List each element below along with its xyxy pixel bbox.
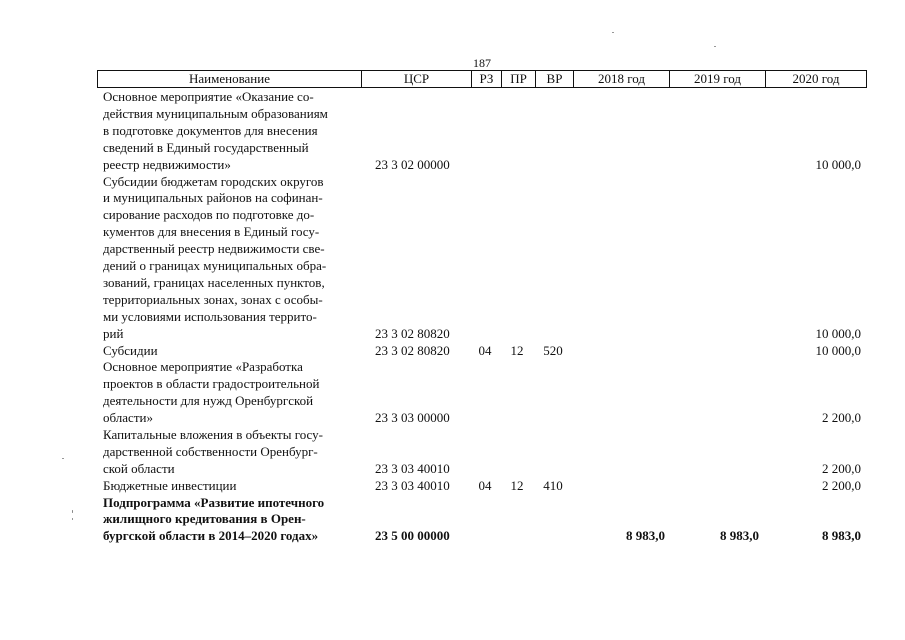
row-name-line: территориальных зонах, зонах с особы- bbox=[103, 291, 323, 307]
row-name-line: действия муниципальным образованиям bbox=[103, 105, 328, 121]
row-name-line: Основное мероприятие «Оказание со- bbox=[103, 89, 314, 104]
row-name-line: Субсидии bbox=[103, 342, 158, 358]
row-csr: 23 5 00 00000 bbox=[375, 528, 450, 544]
row-2020: 2 200,0 bbox=[822, 477, 861, 493]
row-name-line: реестр недвижимости» bbox=[103, 156, 231, 172]
row-csr: 23 3 03 00000 bbox=[375, 410, 450, 426]
page-number: 187 bbox=[473, 56, 491, 70]
row-pr: 12 bbox=[510, 342, 524, 358]
header-rz: РЗ bbox=[471, 70, 501, 88]
row-name-line: зований, границах населенных пунктов, bbox=[103, 274, 325, 290]
row-name-line: Субсидии бюджетам городских округов bbox=[103, 173, 324, 189]
row-2020: 8 983,0 bbox=[822, 528, 861, 544]
row-name-line: сирование расходов по подготовке до- bbox=[103, 207, 315, 223]
row-rz: 04 bbox=[478, 342, 492, 358]
row-name-line: рий bbox=[103, 325, 124, 341]
row-csr: 23 3 02 80820 bbox=[375, 325, 450, 341]
row-name-line: Основное мероприятие «Разработка bbox=[103, 359, 303, 375]
row-name-line: Капитальные вложения в объекты госу- bbox=[103, 426, 323, 442]
row-name bbox=[103, 478, 361, 495]
scan-speck bbox=[714, 46, 716, 47]
table-body bbox=[0, 89, 905, 545]
row-name-line: в подготовке документов для внесения bbox=[103, 122, 318, 138]
header-2020: 2020 год bbox=[765, 70, 867, 88]
row-name-line: бургской области в 2014–2020 годах» bbox=[103, 528, 319, 544]
table-row bbox=[0, 343, 905, 360]
row-csr: 23 3 03 40010 bbox=[375, 477, 450, 493]
table-row bbox=[0, 174, 905, 343]
row-name-line: кументов для внесения в Единый госу- bbox=[103, 224, 320, 240]
row-name-line: проектов в области градостроительной bbox=[103, 376, 320, 392]
row-vr: 410 bbox=[543, 477, 563, 493]
row-name-line: ми условиями использования террито- bbox=[103, 308, 317, 324]
row-name bbox=[103, 495, 361, 546]
row-name bbox=[103, 359, 361, 427]
row-name bbox=[103, 427, 361, 478]
header-name: Наименование bbox=[97, 70, 361, 88]
row-pr: 12 bbox=[510, 477, 524, 493]
row-csr: 23 3 02 00000 bbox=[375, 156, 450, 172]
row-name bbox=[103, 343, 361, 360]
row-2020: 2 200,0 bbox=[822, 460, 861, 476]
row-name-line: Подпрограмма «Развитие ипотечного bbox=[103, 494, 325, 510]
row-2020: 10 000,0 bbox=[815, 156, 861, 172]
row-csr: 23 3 02 80820 bbox=[375, 342, 450, 358]
scan-speck bbox=[72, 510, 73, 513]
row-rz: 04 bbox=[478, 477, 492, 493]
header-2018: 2018 год bbox=[573, 70, 669, 88]
row-2020: 10 000,0 bbox=[815, 342, 861, 358]
row-name-line: области» bbox=[103, 410, 153, 426]
table-row bbox=[0, 427, 905, 478]
row-name-line: жилищного кредитования в Орен- bbox=[103, 511, 306, 527]
scan-speck bbox=[62, 458, 64, 459]
table-row bbox=[0, 478, 905, 495]
row-name-line: и муниципальных районов на софинан- bbox=[103, 190, 323, 206]
scan-speck bbox=[612, 32, 614, 33]
table-row bbox=[0, 359, 905, 427]
header-2019: 2019 год bbox=[669, 70, 765, 88]
row-2019: 8 983,0 bbox=[720, 528, 759, 544]
header-vr: ВР bbox=[535, 70, 573, 88]
row-name-line: Бюджетные инвестиции bbox=[103, 477, 237, 493]
row-name-line: ской области bbox=[103, 460, 175, 476]
row-2020: 2 200,0 bbox=[822, 410, 861, 426]
table-row bbox=[0, 89, 905, 174]
scan-speck bbox=[72, 518, 73, 520]
row-2018: 8 983,0 bbox=[626, 528, 665, 544]
row-csr: 23 3 03 40010 bbox=[375, 460, 450, 476]
row-name-line: сведений в Единый государственный bbox=[103, 139, 309, 155]
row-name-line: дарственной собственности Оренбург- bbox=[103, 443, 318, 459]
header-csr: ЦСР bbox=[361, 70, 471, 88]
row-name-line: дений о границах муниципальных обра- bbox=[103, 258, 327, 274]
row-name-line: дарственный реестр недвижимости све- bbox=[103, 241, 325, 257]
row-2020: 10 000,0 bbox=[815, 325, 861, 341]
table-row bbox=[0, 495, 905, 546]
header-pr: ПР bbox=[501, 70, 535, 88]
row-name bbox=[103, 89, 361, 174]
row-name bbox=[103, 174, 361, 343]
row-vr: 520 bbox=[543, 342, 563, 358]
row-name-line: деятельности для нужд Оренбургской bbox=[103, 393, 314, 409]
